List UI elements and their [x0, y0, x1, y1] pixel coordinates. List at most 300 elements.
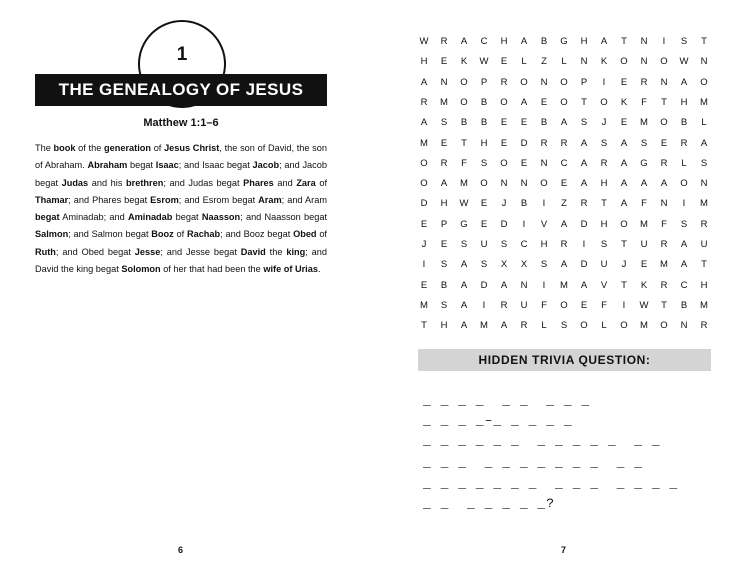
grid-letter: C	[560, 157, 568, 169]
grid-letter: N	[500, 178, 508, 190]
grid-letter: L	[701, 117, 707, 129]
grid-letter: A	[500, 279, 508, 291]
grid-letter: S	[460, 239, 468, 250]
grid-letter: E	[640, 259, 648, 271]
grid-letter: A	[520, 96, 528, 108]
grid-letter: T	[601, 198, 607, 210]
grid-letter: M	[420, 299, 428, 311]
grid-letter: A	[440, 178, 448, 190]
grid-letter: V	[540, 218, 548, 230]
grid-letter: P	[480, 76, 488, 88]
grid-letter: A	[620, 157, 628, 169]
grid-letter: Z	[561, 198, 567, 210]
grid-letter: A	[700, 137, 708, 149]
grid-letter: W	[419, 36, 429, 47]
grid-letter: B	[540, 36, 548, 47]
grid-letter: L	[561, 56, 567, 68]
answer-blank-line: _ _ _ _ _ _ _ _ _	[423, 393, 591, 408]
keyword: Booz	[151, 229, 174, 240]
grid-letter: O	[520, 76, 528, 88]
grid-letter: J	[621, 259, 627, 271]
grid-letter: N	[540, 157, 548, 169]
grid-letter: S	[560, 320, 568, 332]
grid-letter: S	[540, 259, 548, 271]
grid-letter: M	[700, 299, 708, 311]
answer-blank-line: _ _ _ _ _ _ _ _ _ _ _ _	[423, 455, 644, 470]
grid-letter: R	[660, 279, 668, 291]
grid-letter: U	[480, 239, 488, 250]
keyword: Solomon	[121, 264, 161, 275]
grid-letter: M	[660, 259, 668, 271]
keyword: Naasson	[201, 212, 241, 223]
grid-letter: O	[460, 96, 468, 108]
grid-letter: R	[560, 239, 568, 250]
keyword: David	[240, 246, 266, 257]
grid-letter: A	[620, 137, 628, 149]
grid-letter: I	[622, 299, 626, 311]
grid-letter: B	[540, 117, 548, 129]
grid-letter: V	[600, 279, 608, 291]
grid-letter: L	[681, 157, 687, 169]
grid-row	[414, 320, 714, 331]
grid-letter: D	[520, 137, 528, 149]
grid-letter: M	[480, 320, 488, 332]
grid-letter: H	[420, 56, 428, 68]
page-number-left: 6	[178, 545, 184, 555]
grid-letter: A	[420, 76, 428, 88]
scripture-reference: Matthew 1:1–6	[143, 117, 219, 129]
keyword: Zara	[296, 177, 316, 188]
grid-letter: D	[480, 279, 488, 291]
grid-letter: H	[480, 137, 488, 149]
grid-letter: E	[420, 218, 428, 230]
grid-row	[414, 259, 714, 270]
grid-letter: D	[580, 218, 588, 230]
grid-letter: D	[500, 218, 508, 230]
grid-letter: R	[560, 137, 568, 149]
grid-letter: W	[679, 56, 689, 68]
passage-text: ; and David the king begat	[35, 246, 327, 275]
grid-letter: N	[700, 178, 708, 190]
passage-text: begat	[127, 160, 156, 171]
grid-letter: R	[660, 239, 668, 250]
grid-letter: E	[420, 279, 428, 291]
grid-letter: N	[440, 76, 448, 88]
grid-letter: O	[500, 96, 508, 108]
grid-letter: F	[601, 299, 607, 311]
grid-letter: K	[620, 96, 628, 108]
grid-letter: R	[500, 76, 508, 88]
grid-letter: O	[420, 178, 428, 190]
grid-letter: D	[580, 259, 588, 271]
grid-letter: A	[460, 299, 468, 311]
keyword: Aminadab	[127, 212, 173, 223]
passage-text: begat	[172, 212, 202, 223]
grid-letter: C	[520, 239, 528, 250]
grid-letter: S	[480, 157, 488, 169]
grid-letter: S	[580, 117, 588, 129]
grid-letter: I	[582, 239, 586, 250]
grid-row	[414, 117, 714, 128]
grid-letter: E	[440, 56, 448, 68]
keyword: Abraham	[87, 160, 128, 171]
grid-letter: A	[580, 178, 588, 190]
grid-letter: A	[560, 117, 568, 129]
grid-letter: M	[640, 117, 648, 129]
grid-letter: S	[680, 36, 688, 47]
grid-letter: U	[520, 299, 528, 311]
grid-row	[414, 280, 714, 291]
grid-letter: O	[660, 117, 668, 129]
passage-text: , the son of David, the son of Abraham.	[35, 143, 327, 171]
grid-letter: S	[600, 239, 608, 250]
grid-letter: K	[600, 56, 608, 68]
keyword: Obed	[293, 229, 317, 240]
grid-row	[414, 239, 714, 250]
passage-text: of the	[75, 143, 105, 153]
grid-letter: M	[560, 279, 568, 291]
grid-letter: H	[540, 239, 548, 250]
grid-letter: N	[640, 36, 648, 47]
page-number-right: 7	[561, 545, 567, 555]
grid-letter: R	[600, 157, 608, 169]
grid-row	[414, 36, 714, 47]
passage-text: ; and Naasson begat	[240, 212, 328, 223]
grid-letter: H	[680, 96, 688, 108]
grid-letter: O	[540, 178, 548, 190]
grid-letter: S	[640, 137, 648, 149]
grid-letter: N	[520, 279, 528, 291]
keyword: generation	[104, 143, 151, 153]
grid-letter: X	[500, 259, 508, 271]
passage-text: ; and Aram	[281, 194, 327, 205]
grid-letter: A	[640, 178, 648, 190]
grid-letter: M	[460, 178, 468, 190]
grid-letter: E	[440, 137, 448, 149]
keyword: Isaac	[155, 160, 179, 171]
passage-text: ; and Esrom begat	[178, 194, 259, 205]
grid-letter: O	[660, 56, 668, 68]
grid-row	[414, 77, 714, 88]
passage-text: the	[265, 246, 287, 257]
grid-letter: N	[640, 56, 648, 68]
grid-letter: Z	[541, 56, 547, 68]
grid-letter: S	[680, 218, 688, 230]
grid-letter: O	[600, 96, 608, 108]
grid-letter: A	[560, 218, 568, 230]
keyword: wife of Urias	[263, 264, 318, 275]
grid-letter: M	[700, 96, 708, 108]
grid-letter: H	[500, 36, 508, 47]
passage-text: ; and Isaac begat	[178, 160, 253, 171]
passage-text: ; and Salmon begat	[68, 229, 152, 240]
grid-letter: S	[700, 157, 708, 169]
answer-blank-line: _ _ _ _ _ _ _ _ _ _ _ _ _ _	[423, 476, 679, 491]
grid-letter: O	[620, 56, 628, 68]
grid-letter: U	[600, 259, 608, 271]
grid-letter: G	[560, 36, 568, 47]
passage-text: of	[173, 229, 187, 240]
grid-letter: N	[660, 76, 668, 88]
trivia-heading: HIDDEN TRIVIA QUESTION:	[418, 349, 711, 371]
grid-letter: T	[621, 279, 627, 291]
grid-letter: F	[661, 218, 667, 230]
grid-letter: W	[639, 299, 649, 311]
grid-letter: I	[482, 299, 486, 311]
passage-text: ; and Phares begat	[68, 194, 151, 205]
grid-letter: M	[640, 218, 648, 230]
grid-letter: E	[620, 76, 628, 88]
grid-letter: P	[580, 76, 588, 88]
grid-row	[414, 198, 714, 209]
grid-letter: E	[540, 96, 548, 108]
grid-letter: O	[560, 96, 568, 108]
grid-letter: W	[459, 198, 469, 210]
grid-letter: R	[500, 299, 508, 311]
grid-letter: R	[540, 137, 548, 149]
grid-letter: I	[542, 279, 546, 291]
grid-letter: R	[420, 96, 428, 108]
grid-letter: G	[460, 218, 468, 230]
grid-letter: H	[440, 320, 448, 332]
grid-letter: S	[480, 259, 488, 271]
grid-letter: O	[580, 320, 588, 332]
passage-text: of her that had been the	[160, 264, 264, 275]
keyword: Judas	[61, 177, 89, 188]
grid-letter: I	[682, 198, 686, 210]
grid-letter: E	[480, 198, 488, 210]
keyword: Rachab	[186, 229, 221, 240]
grid-letter: A	[500, 320, 508, 332]
grid-letter: B	[440, 279, 448, 291]
grid-letter: T	[701, 259, 707, 271]
grid-letter: K	[460, 56, 468, 68]
grid-letter: T	[581, 96, 587, 108]
passage-text: Aminadab; and	[59, 212, 128, 223]
grid-letter: C	[680, 279, 688, 291]
grid-letter: H	[700, 279, 708, 291]
keyword: Jesus Christ	[164, 143, 220, 153]
keyword: Esrom	[150, 194, 179, 205]
grid-letter: R	[520, 320, 528, 332]
grid-letter: E	[620, 117, 628, 129]
passage-text: .	[317, 264, 321, 275]
grid-letter: O	[620, 218, 628, 230]
grid-letter: T	[621, 239, 627, 250]
puzzle-number: 1	[176, 44, 188, 65]
grid-letter: B	[480, 117, 488, 129]
grid-letter: E	[480, 218, 488, 230]
grid-letter: M	[700, 198, 708, 210]
grid-letter: R	[680, 137, 688, 149]
keyword: brethren	[126, 177, 164, 188]
grid-row	[414, 219, 714, 230]
grid-letter: O	[420, 157, 428, 169]
grid-letter: J	[501, 198, 507, 210]
grid-letter: F	[541, 299, 547, 311]
passage-text: ; and Obed begat	[55, 246, 135, 257]
grid-letter: A	[620, 178, 628, 190]
grid-letter: E	[500, 56, 508, 68]
grid-letter: A	[600, 36, 608, 47]
grid-letter: H	[600, 218, 608, 230]
grid-letter: R	[660, 157, 668, 169]
grid-letter: A	[460, 259, 468, 271]
answer-blank-line: _ _ _ _–_ _ _ _ _	[423, 413, 573, 428]
grid-letter: A	[620, 198, 628, 210]
grid-letter: A	[580, 137, 588, 149]
grid-letter: A	[460, 36, 468, 47]
keyword: Phares	[243, 177, 274, 188]
grid-letter: N	[580, 56, 588, 68]
grid-letter: I	[522, 218, 526, 230]
grid-letter: S	[500, 239, 508, 250]
word-search-grid	[414, 36, 714, 332]
grid-letter: L	[601, 320, 607, 332]
grid-letter: B	[680, 117, 688, 129]
grid-letter: F	[641, 96, 647, 108]
grid-letter: N	[660, 198, 668, 210]
grid-letter: U	[640, 239, 648, 250]
passage-text: The	[35, 143, 54, 153]
grid-letter: T	[661, 96, 667, 108]
keyword: book	[53, 143, 76, 153]
grid-letter: S	[440, 259, 448, 271]
grid-letter: P	[440, 218, 448, 230]
grid-letter: G	[640, 157, 648, 169]
grid-letter: A	[580, 157, 588, 169]
passage-text: ; and Judas begat	[163, 177, 244, 188]
passage-text: ; and Jacob begat	[35, 160, 327, 188]
keyword: Jacob	[252, 160, 280, 171]
passage-text: ; and Jesse begat	[160, 246, 241, 257]
grid-letter: T	[661, 299, 667, 311]
grid-row	[414, 97, 714, 108]
grid-letter: O	[700, 76, 708, 88]
grid-letter: A	[560, 259, 568, 271]
grid-letter: J	[601, 117, 607, 129]
grid-letter: A	[520, 36, 528, 47]
grid-letter: S	[600, 137, 608, 149]
grid-row	[414, 300, 714, 311]
grid-letter: U	[700, 239, 708, 250]
grid-letter: O	[620, 320, 628, 332]
grid-letter: H	[440, 198, 448, 210]
passage-text: of	[315, 177, 327, 188]
grid-letter: A	[660, 178, 668, 190]
grid-letter: H	[580, 36, 588, 47]
grid-letter: E	[440, 239, 448, 250]
grid-letter: S	[440, 117, 448, 129]
grid-letter: E	[660, 137, 668, 149]
grid-letter: S	[440, 299, 448, 311]
passage-text: of	[151, 143, 165, 153]
grid-letter: R	[640, 76, 648, 88]
grid-letter: M	[420, 137, 428, 149]
grid-letter: N	[700, 56, 708, 68]
grid-letter: L	[521, 56, 527, 68]
grid-letter: T	[421, 320, 427, 332]
grid-letter: M	[440, 96, 448, 108]
grid-letter: O	[460, 76, 468, 88]
grid-letter: I	[542, 198, 546, 210]
grid-letter: R	[440, 157, 448, 169]
grid-letter: N	[680, 320, 688, 332]
grid-letter: E	[500, 117, 508, 129]
scripture-passage	[35, 140, 327, 278]
answer-blank-line: _ _ _ _ _ _ _?	[423, 496, 556, 511]
grid-letter: T	[621, 36, 627, 47]
grid-letter: A	[680, 239, 688, 250]
page-title: THE GENEALOGY OF JESUS	[35, 74, 327, 106]
grid-row	[414, 178, 714, 189]
grid-letter: O	[660, 320, 668, 332]
grid-letter: E	[520, 157, 528, 169]
grid-letter: K	[640, 279, 648, 291]
grid-letter: O	[680, 178, 688, 190]
grid-letter: O	[560, 299, 568, 311]
grid-letter: W	[479, 56, 489, 68]
keyword: king	[286, 246, 306, 257]
grid-letter: A	[680, 76, 688, 88]
grid-letter: E	[500, 137, 508, 149]
grid-letter: O	[480, 178, 488, 190]
grid-letter: N	[520, 178, 528, 190]
passage-text: and his	[88, 177, 127, 188]
grid-letter: H	[600, 178, 608, 190]
grid-letter: B	[520, 198, 528, 210]
grid-letter: T	[461, 137, 467, 149]
grid-row	[414, 138, 714, 149]
grid-letter: J	[421, 239, 427, 250]
grid-letter: E	[560, 178, 568, 190]
grid-letter: F	[641, 198, 647, 210]
keyword: begat	[35, 212, 60, 223]
answer-blank-line: _ _ _ _ _ _ _ _ _ _ _ _ _	[423, 433, 661, 448]
grid-letter: E	[520, 117, 528, 129]
keyword: Thamar	[35, 194, 69, 205]
grid-letter: R	[700, 320, 708, 332]
grid-letter: C	[480, 36, 488, 47]
grid-letter: I	[422, 259, 426, 271]
grid-letter: A	[420, 117, 428, 129]
passage-text: ; and Booz begat	[220, 229, 294, 240]
grid-letter: R	[440, 36, 448, 47]
grid-letter: I	[662, 36, 666, 47]
grid-letter: E	[580, 299, 588, 311]
grid-letter: O	[560, 76, 568, 88]
grid-letter: R	[580, 198, 588, 210]
grid-letter: L	[541, 320, 547, 332]
grid-letter: R	[700, 218, 708, 230]
grid-letter: A	[460, 320, 468, 332]
grid-letter: N	[540, 76, 548, 88]
grid-letter: X	[520, 259, 528, 271]
keyword: Aram	[258, 194, 282, 205]
grid-letter: F	[461, 157, 467, 169]
grid-letter: A	[460, 279, 468, 291]
passage-text: and	[273, 177, 297, 188]
keyword: Jesse	[134, 246, 161, 257]
grid-row	[414, 158, 714, 169]
grid-letter: D	[420, 198, 428, 210]
keyword: Salmon	[35, 229, 69, 240]
grid-letter: I	[602, 76, 606, 88]
grid-letter: B	[480, 96, 488, 108]
grid-letter: O	[500, 157, 508, 169]
keyword: Ruth	[35, 246, 56, 257]
passage-text: of	[316, 229, 327, 240]
